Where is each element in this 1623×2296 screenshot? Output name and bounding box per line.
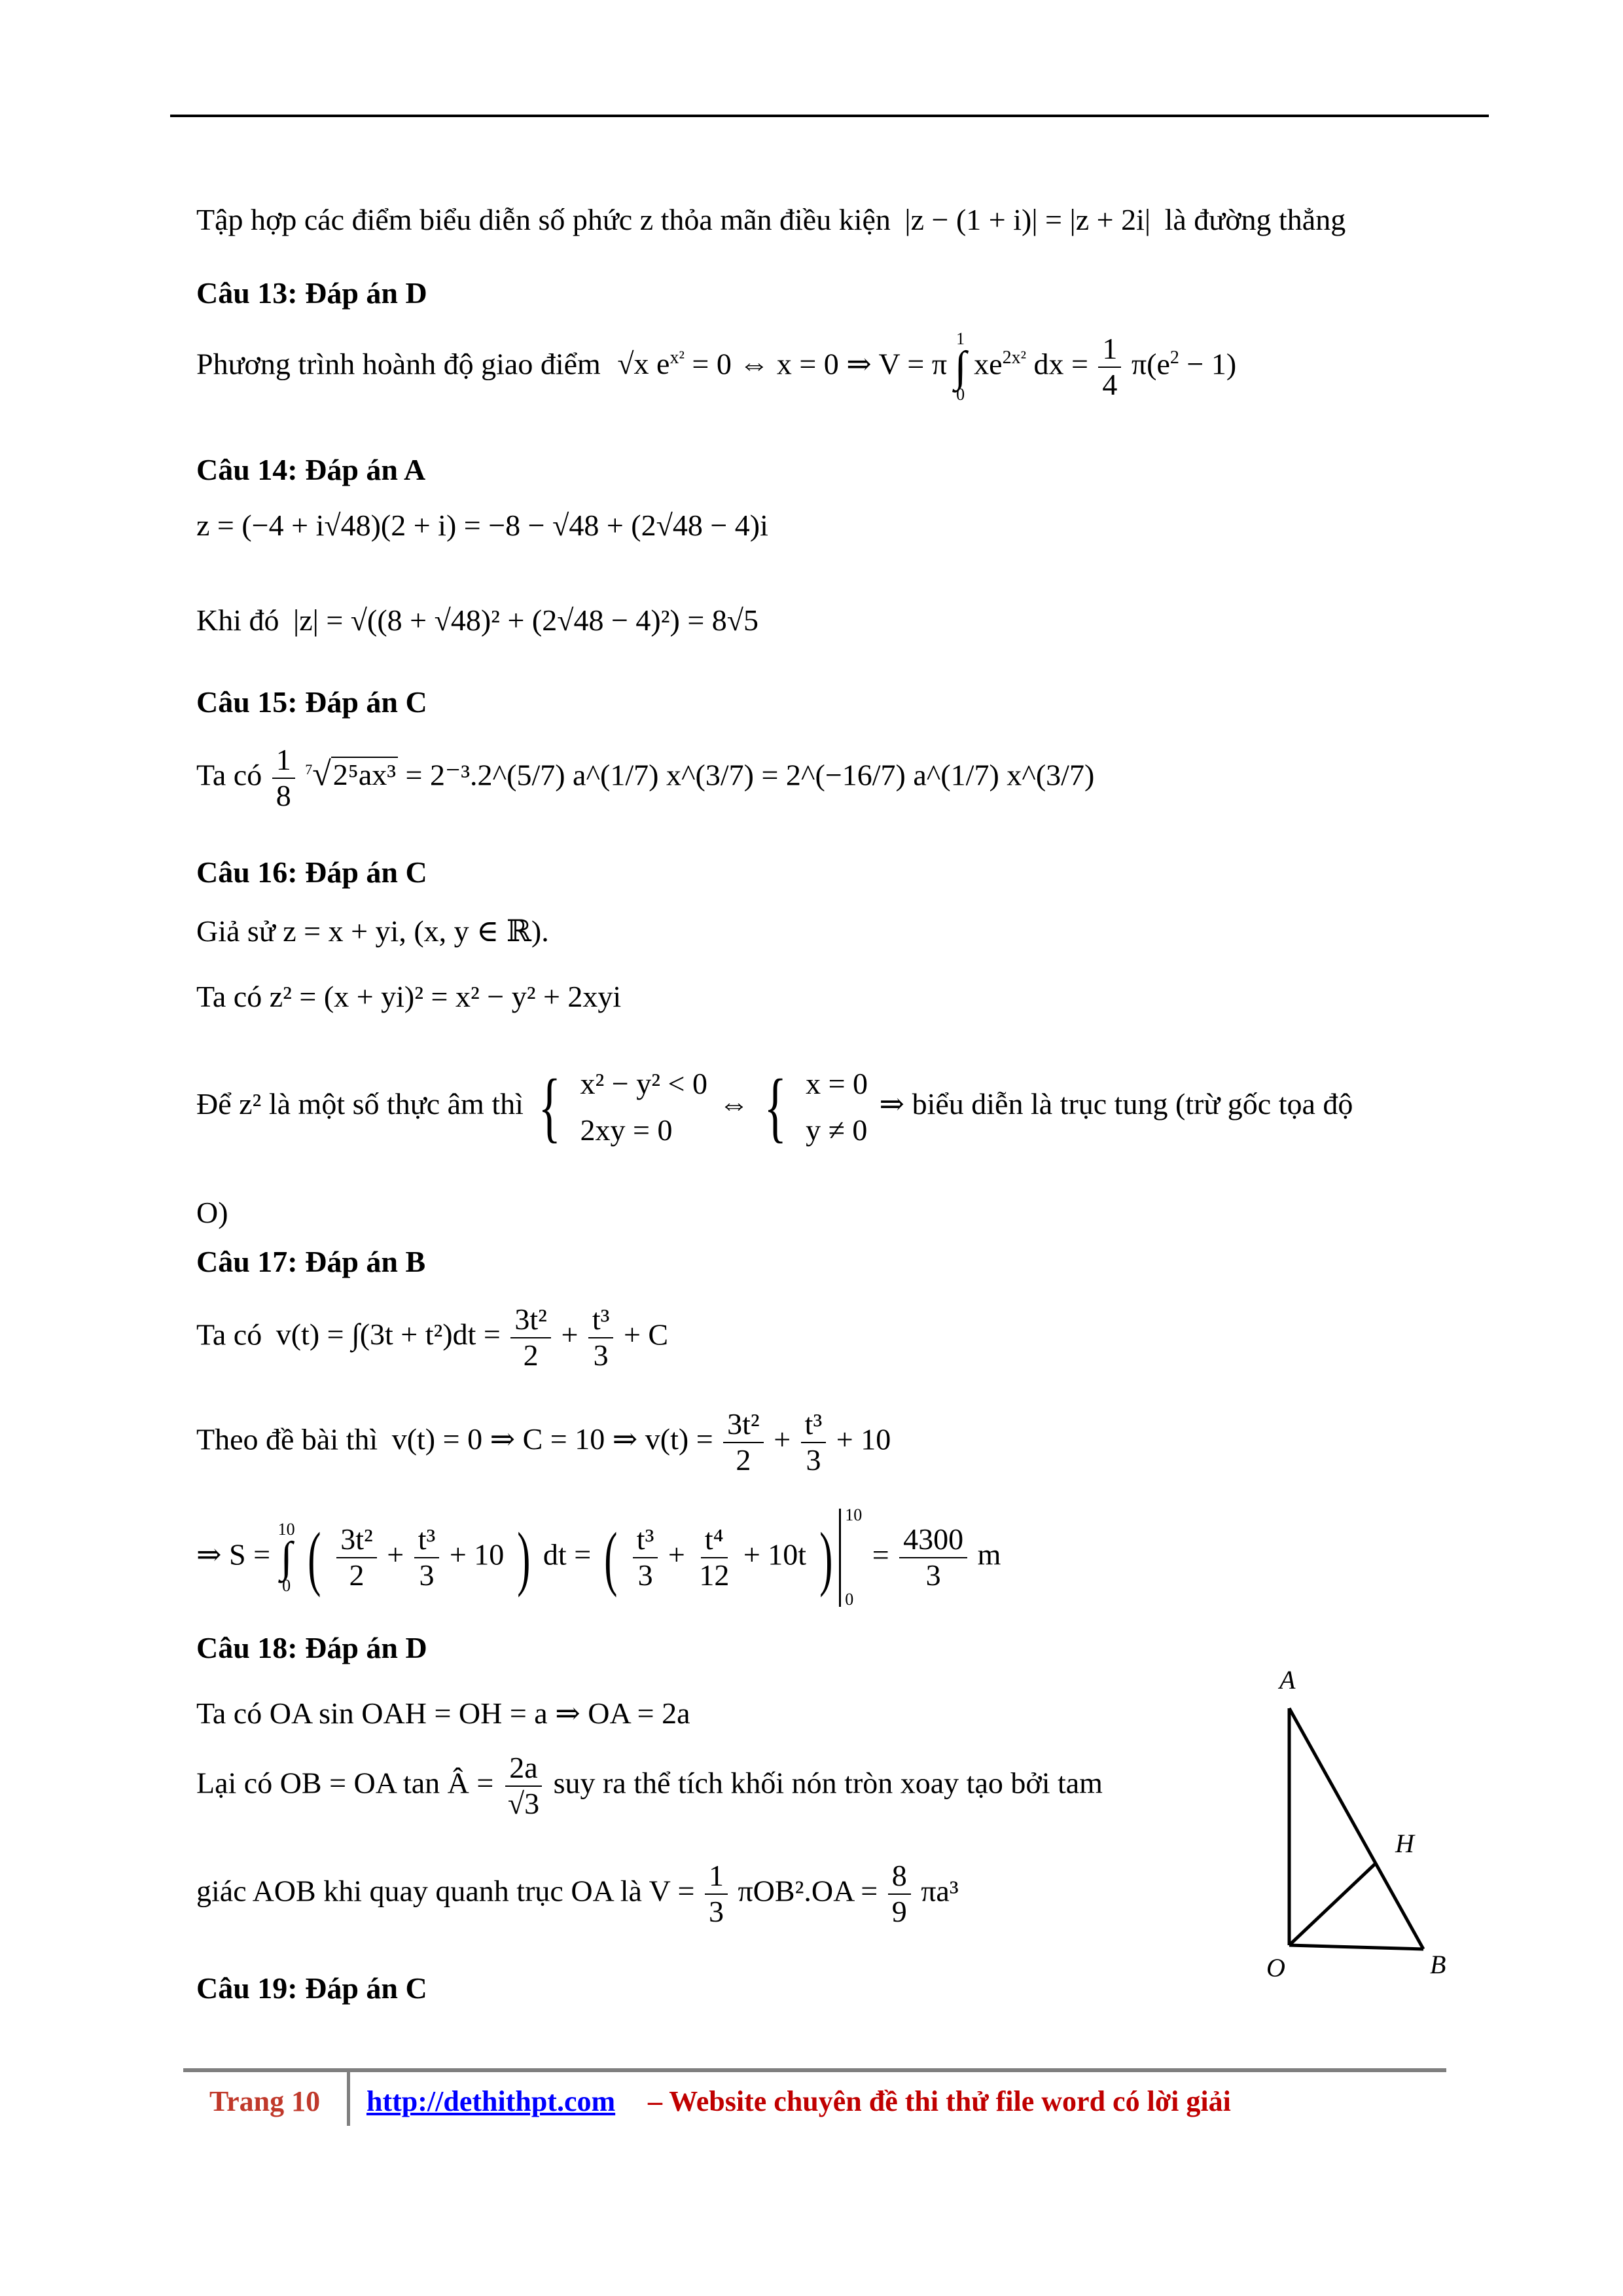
q16-line3-b: ⇒ biểu diễn là trục tung (trừ gốc tọa độ — [879, 1086, 1353, 1121]
q13-int-upper: 1 — [956, 329, 965, 348]
q17-line1-label: Ta có — [196, 1318, 262, 1352]
q17-line3: ⇒ S = 10 ∫ 0 ( $\frac{\text{3t²}}{2}$ + $\frac{\text{t³}}{3}$ + 10 ) dt = ( $\frac{\text{t³}}{3}$ + $\frac{\text{t⁴}}{12}$ + 10t ) 10 0 = $\frac{4300}{3}$ m — [196, 1505, 1001, 1609]
q14-heading: Câu 14: Đáp án A — [196, 453, 426, 486]
q13-integral: 1 ∫ 0 — [954, 329, 967, 404]
q18-line3 — [196, 1859, 959, 1929]
q18-f-den: √3 — [507, 1786, 540, 1820]
q18-line3-b: πOB².OA = — [738, 1874, 878, 1908]
q14-line1: z = (−4 + i√48)(2 + i) = −8 − √48 + (2√48 − 4)i — [196, 509, 768, 542]
q16-sys1-row1: x² − y² < 0 — [580, 1067, 707, 1100]
q13-math-c: xe — [974, 347, 1003, 381]
q16-system-1 — [580, 1060, 707, 1154]
q13-text: Phương trình hoành độ giao điểm — [196, 347, 601, 381]
q15-frac-den: 8 — [276, 778, 291, 812]
q18-f3-den: 9 — [891, 1894, 907, 1928]
q17-line3-f3-num: t³ — [633, 1522, 658, 1558]
q13-math-c-sup: 2x² — [1002, 347, 1026, 368]
q17-line1-b: + C — [623, 1318, 669, 1352]
q18-line2-b: suy ra thể tích khối nón tròn xoay tạo bởi tam — [553, 1766, 1103, 1800]
q17-g-den: 12 — [699, 1558, 730, 1592]
q18-line3-a: giác AOB khi quay quanh trục OA là V = — [196, 1874, 695, 1908]
q17-line2-label: Theo đề bài thì — [196, 1422, 378, 1456]
q15-line: Ta có $\frac{1}{8}$ $^7$√2⁵ax³ = 2⁻³.2^(5/7) a^(1/7) x^(3/7) = 2^(−16/7) a^(1/7) x^(3/7) — [196, 743, 1095, 812]
q17-line3-a: ⇒ S = — [196, 1537, 271, 1571]
q17-line2-f2-den: 3 — [806, 1443, 821, 1477]
q17-line2-f2-num: t³ — [801, 1407, 827, 1443]
q17-unit: m — [977, 1537, 1001, 1571]
q18-line2 — [196, 1751, 1103, 1821]
q17-plus: + — [561, 1318, 579, 1352]
q16-system-2 — [806, 1060, 868, 1154]
q16-line3-a: Để z² là một số thực âm thì — [196, 1086, 524, 1121]
q17-int-upper: 10 — [277, 1520, 295, 1539]
q17-line1 — [196, 1302, 668, 1373]
q16-heading: Câu 16: Đáp án C — [196, 855, 427, 889]
q13-frac-den: 4 — [1102, 367, 1118, 401]
q18-heading: Câu 18: Đáp án D — [196, 1631, 427, 1664]
q13-line — [196, 331, 1236, 403]
q13-math-d: dx = — [1033, 347, 1088, 381]
q17-res-den: 3 — [925, 1558, 941, 1592]
q16-sys2-row1: x = 0 — [806, 1067, 868, 1100]
q17-line3-f1-num: 3t² — [336, 1522, 377, 1558]
q15-label: Ta có — [196, 758, 262, 792]
q14-line2-math: |z| = √((8 + √48)² + (2√48 − 4)²) = 8√5 — [293, 603, 759, 637]
segment-ob — [1289, 1945, 1423, 1949]
q17-line2-b: + 10 — [836, 1422, 891, 1456]
intro-math: |z − (1 + i)| = |z + 2i| — [904, 203, 1151, 236]
q17-f2-den: 3 — [593, 1338, 609, 1372]
q17-result — [899, 1522, 967, 1593]
q16-line4: O) — [196, 1196, 228, 1229]
q18-frac-1 — [504, 1751, 543, 1821]
footer-page-number: Trang 10 — [209, 2085, 321, 2117]
label-o: O — [1266, 1953, 1285, 1982]
q15-heading: Câu 15: Đáp án C — [196, 685, 427, 719]
q18-line3-c: πa³ — [921, 1874, 959, 1908]
q17-line3-frac-1 — [336, 1522, 377, 1593]
q17-line3-b: + 10t — [743, 1537, 807, 1571]
q17-line3-f2-num: t³ — [414, 1522, 440, 1558]
q13-math-e: π(e — [1131, 347, 1170, 381]
q13-int-lower: 0 — [956, 385, 965, 404]
q17-line3-f3-den: 3 — [637, 1558, 653, 1592]
q17-f2-num: t³ — [588, 1302, 614, 1338]
triangle-figure — [1230, 1656, 1472, 1996]
q17-line3-plus-1: + — [387, 1537, 404, 1571]
footer-link[interactable]: http://dethithpt.com — [366, 2085, 616, 2117]
q17-line2-plus: + — [774, 1422, 791, 1456]
q17-line3-frac-3 — [633, 1522, 658, 1593]
q13-math-a-sup: x² — [669, 347, 685, 368]
q16-line2: Ta có z² = (x + yi)² = x² − y² + 2xyi — [196, 980, 622, 1013]
q17-frac-2 — [588, 1302, 614, 1373]
label-h: H — [1395, 1829, 1414, 1858]
q17-line3-plus-2: + — [668, 1537, 685, 1571]
q15-root-index: 7 — [305, 761, 313, 778]
q16-line1: Giả sử z = x + yi, (x, y ∈ ℝ). — [196, 914, 549, 948]
q17-f1-den: 2 — [523, 1338, 539, 1372]
q13-math-f: − 1) — [1186, 347, 1237, 381]
intro-line — [196, 202, 1346, 238]
q13-math-e-sup: 2 — [1169, 347, 1179, 368]
q17-line1-a: v(t) = ∫(3t + t²)dt = — [276, 1318, 501, 1352]
q13-frac — [1098, 332, 1121, 403]
footer-rule — [183, 2068, 1446, 2072]
q17-line3-frac-4 — [695, 1522, 733, 1593]
q17-line2-frac-1 — [723, 1407, 764, 1478]
header-rule — [170, 115, 1489, 117]
q18-frac-3 — [888, 1859, 911, 1929]
q18-f2-num: 1 — [705, 1859, 728, 1895]
q18-frac-2 — [705, 1859, 728, 1929]
q13-math-a: √x e — [617, 347, 670, 381]
q15-frac — [272, 743, 295, 814]
q18-line1: Ta có OA sin OAH = OH = a ⇒ OA = 2a — [196, 1696, 690, 1730]
label-a: A — [1279, 1665, 1296, 1695]
q17-heading: Câu 17: Đáp án B — [196, 1245, 426, 1278]
q15-rhs: = 2⁻³.2^(5/7) a^(1/7) x^(3/7) = 2^(−16/7) a^(1/7) x^(3/7) — [405, 758, 1095, 792]
q15-radicand: 2⁵ax³ — [331, 757, 398, 791]
q17-line3-c: dt = — [543, 1537, 592, 1571]
q17-line2 — [196, 1407, 891, 1478]
q17-eval-lower: 0 — [845, 1589, 854, 1609]
q16-line3: Để z² là một số thực âm thì { x² − y² < 0 2xy = 0 ⇔ { x = 0 y ≠ 0 ⇒ biểu diễn là trục tung (trừ gốc tọa độ — [196, 1060, 1353, 1154]
q13-frac-num: 1 — [1098, 332, 1121, 368]
q18-line2-a: Lại có OB = OA tan Â = — [196, 1766, 494, 1800]
q17-line2-frac-2 — [801, 1407, 827, 1478]
q13-math-b: = 0 ⇔ x = 0 ⇒ V = π — [692, 347, 948, 381]
q16-sys2-row2: y ≠ 0 — [806, 1113, 868, 1147]
q17-integral: 10 ∫ 0 — [277, 1520, 295, 1595]
q18-f2-den: 3 — [708, 1894, 724, 1928]
q16-sys1-row2: 2xy = 0 — [580, 1113, 673, 1147]
q17-line3-f1-den: 2 — [349, 1558, 365, 1592]
q17-line2-f1-num: 3t² — [723, 1407, 764, 1443]
intro-tail: là đường thẳng — [1164, 203, 1346, 236]
q17-eval-upper: 10 — [845, 1505, 863, 1524]
q17-frac-1 — [510, 1302, 551, 1373]
q17-int-lower: 0 — [282, 1575, 291, 1595]
q15-frac-num: 1 — [272, 743, 295, 779]
q17-line3-f2-den: 3 — [419, 1558, 435, 1592]
q17-line2-f1-den: 2 — [736, 1443, 751, 1477]
q18-f3-num: 8 — [888, 1859, 911, 1895]
footer-tagline: – Website chuyên đề thi thử file word có lời giải — [648, 2085, 1231, 2117]
q18-f-num: 2a — [505, 1751, 541, 1787]
q19-heading: Câu 19: Đáp án C — [196, 1971, 427, 2005]
intro-text: Tập hợp các điểm biểu diễn số phức z thỏa mãn điều kiện — [196, 203, 891, 236]
q16-equiv: ⇔ — [719, 1086, 749, 1121]
q13-heading: Câu 13: Đáp án D — [196, 276, 427, 310]
segment-oh — [1289, 1863, 1376, 1945]
label-b: B — [1430, 1950, 1446, 1979]
q17-line3-frac-2 — [414, 1522, 440, 1593]
q17-eval-bar — [839, 1505, 863, 1609]
q17-line2-a: v(t) = 0 ⇒ C = 10 ⇒ v(t) = — [391, 1422, 713, 1456]
q14-line2-label: Khi đó — [196, 603, 279, 637]
q17-g-num: t⁴ — [701, 1522, 728, 1558]
q17-line3-plus-10: + 10 — [449, 1537, 505, 1571]
q17-f1-num: 3t² — [510, 1302, 551, 1338]
q17-res-num: 4300 — [899, 1522, 967, 1558]
footer-divider — [347, 2072, 350, 2126]
q14-line2 — [196, 602, 758, 638]
